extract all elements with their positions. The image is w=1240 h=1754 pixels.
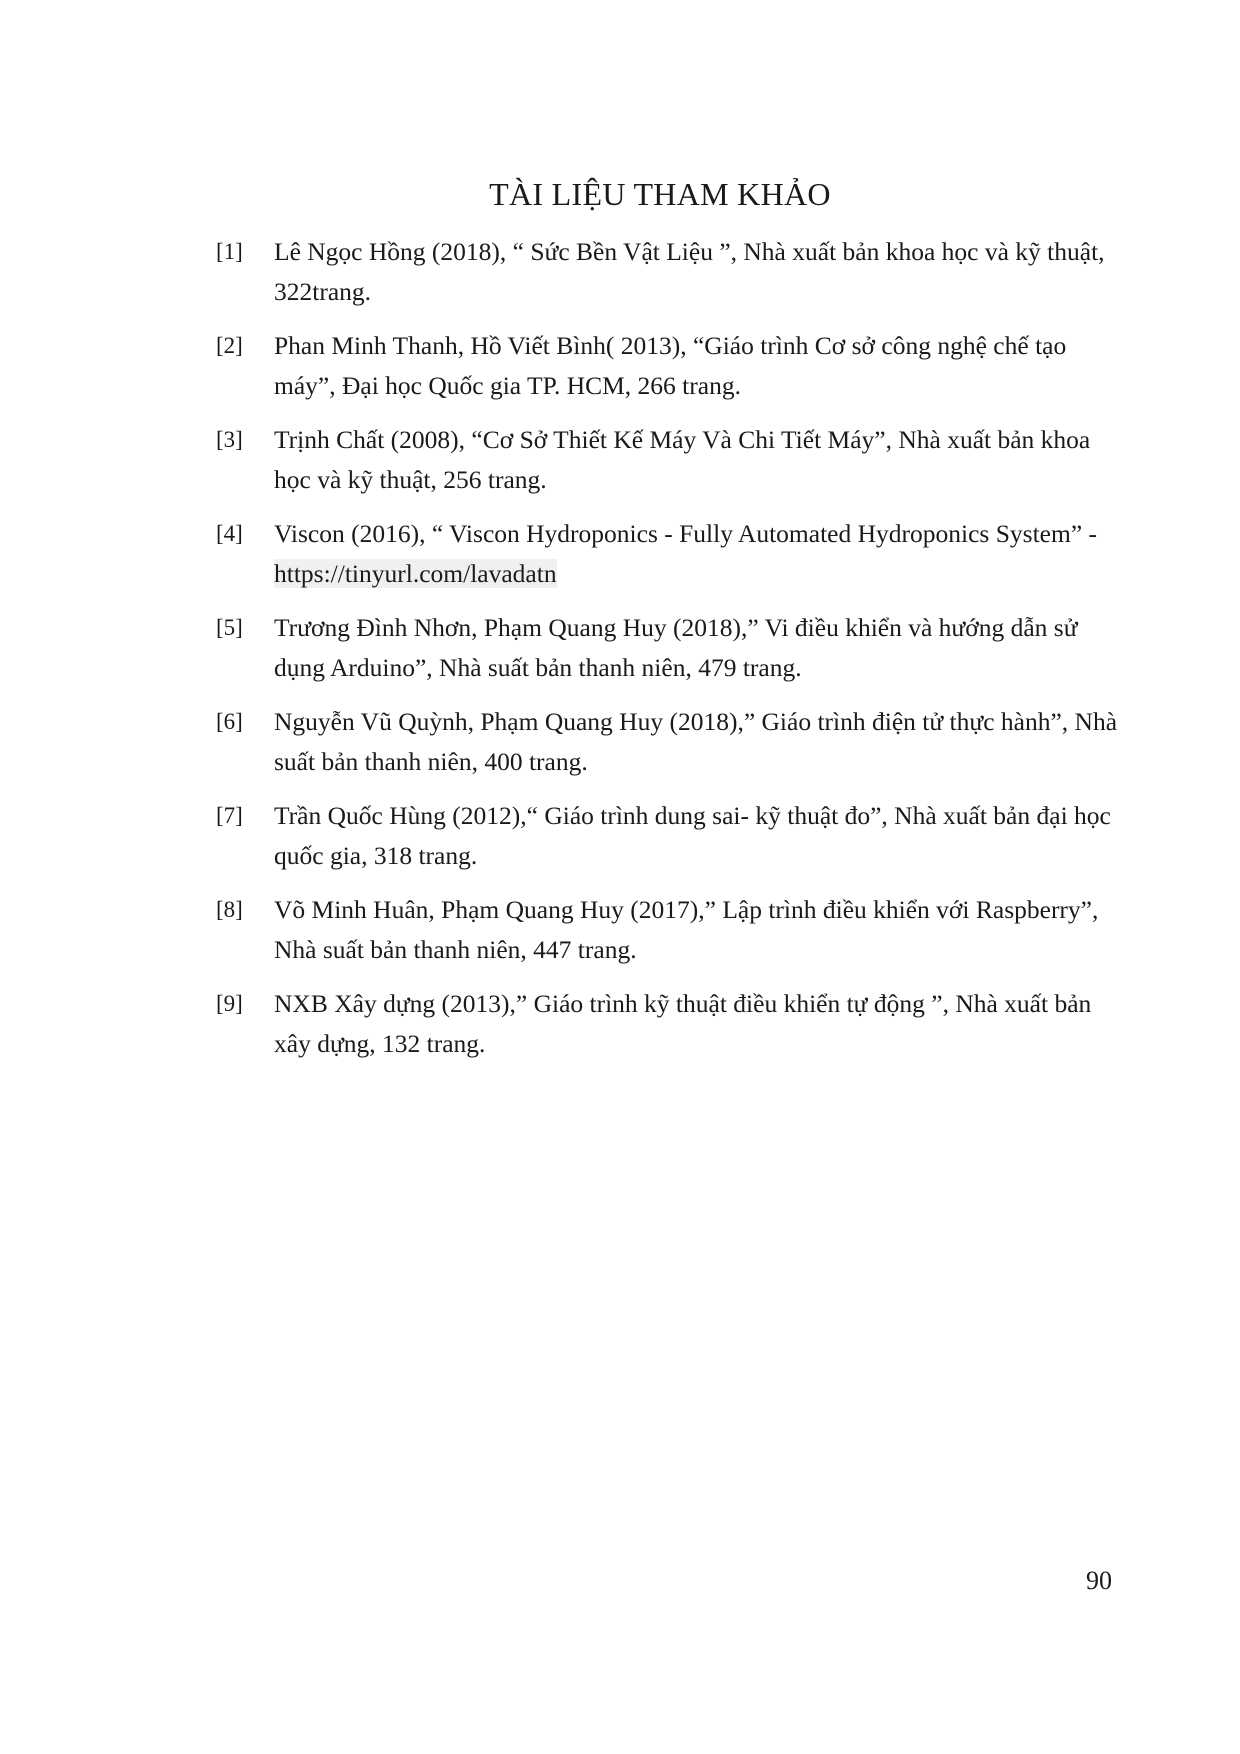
reference-item-7 (216, 796, 1132, 876)
reference-link[interactable]: https://tinyurl.com/lavadatn (274, 559, 557, 588)
reference-item-5 (216, 608, 1132, 688)
reference-text: Nguyễn Vũ Quỳnh, Phạm Quang Huy (2018),” Giáo trình điện tử thực hành”, Nhà suất bản thanh niên, 400 trang. (274, 707, 1118, 776)
reference-text: Trần Quốc Hùng (2012),“ Giáo trình dung sai- kỹ thuật đo”, Nhà xuất bản đại học quốc gia, 318 trang. (274, 801, 1111, 870)
reference-item-6 (216, 702, 1132, 782)
reference-number: [7] (216, 803, 243, 828)
reference-number: [8] (216, 897, 243, 922)
reference-item-3 (216, 420, 1132, 500)
page-title: TÀI LIỆU THAM KHẢO (489, 176, 831, 212)
reference-item-2 (216, 326, 1132, 406)
reference-number: [9] (216, 991, 243, 1016)
reference-list (216, 232, 1132, 1078)
reference-number: [2] (216, 333, 243, 358)
reference-text: Lê Ngọc Hồng (2018), “ Sức Bền Vật Liệu ”, Nhà xuất bản khoa học và kỹ thuật, 322trang. (274, 237, 1105, 306)
reference-text: NXB Xây dựng (2013),” Giáo trình kỹ thuật điều khiển tự động ”, Nhà xuất bản xây dựng, 132 trang. (274, 989, 1092, 1058)
reference-number: [1] (216, 239, 243, 264)
reference-item-4 (216, 514, 1132, 594)
reference-number: [5] (216, 615, 243, 640)
reference-item-9 (216, 984, 1132, 1064)
reference-text: Trịnh Chất (2008), “Cơ Sở Thiết Kế Máy Và Chi Tiết Máy”, Nhà xuất bản khoa học và kỹ thuật, 256 trang. (274, 425, 1091, 494)
reference-text: Võ Minh Huân, Phạm Quang Huy (2017),” Lập trình điều khiển với Raspberry”, Nhà suất bản thanh niên, 447 trang. (274, 895, 1099, 964)
reference-number: [4] (216, 521, 243, 546)
reference-text: Viscon (2016), “ Viscon Hydroponics - Fully Automated Hydroponics System” - (274, 519, 1097, 548)
reference-number: [3] (216, 427, 243, 452)
reference-item-1 (216, 232, 1132, 312)
reference-number: [6] (216, 709, 243, 734)
reference-text: Phan Minh Thanh, Hồ Viết Bình( 2013), “Giáo trình Cơ sở công nghệ chế tạo máy”, Đại học Quốc gia TP. HCM, 266 trang. (274, 331, 1067, 400)
page-number: 90 (1086, 1566, 1112, 1595)
reference-text: Trương Đình Nhơn, Phạm Quang Huy (2018),” Vi điều khiển và hướng dẫn sử dụng Arduino”, Nhà suất bản thanh niên, 479 trang. (274, 613, 1078, 682)
reference-item-8 (216, 890, 1132, 970)
